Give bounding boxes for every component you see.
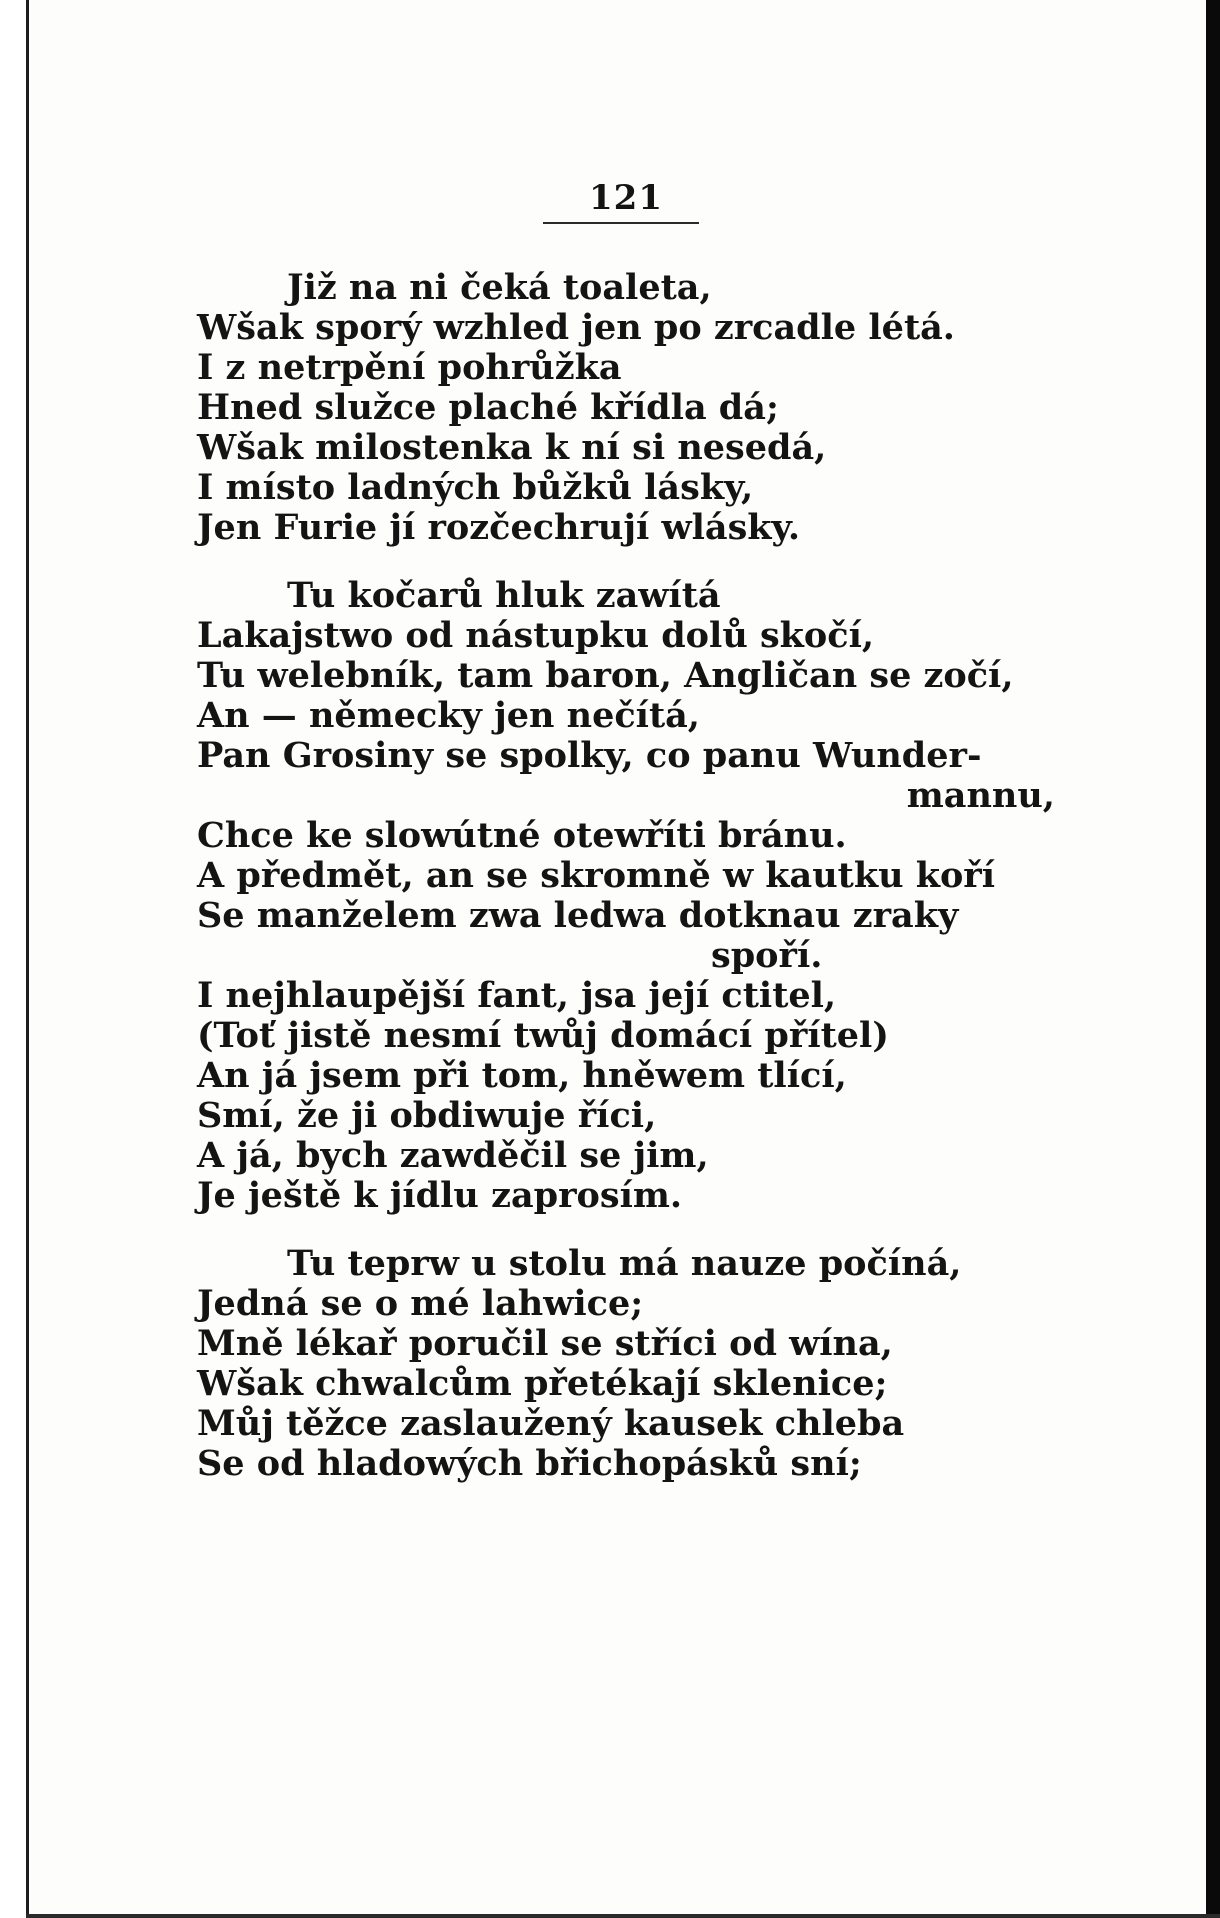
poem-line: I místo ladných bůžků lásky, [197,467,754,508]
poem-line: Můj těžce zaslaužený kausek chleba [197,1403,905,1444]
scan-right-border [1206,0,1220,1918]
poem-line: An — německy jen nečítá, [197,695,700,736]
poem-line: Tu welebník, tam baron, Angličan se zočí, [197,655,1014,696]
poem-line: spoří. [711,935,823,976]
page-number: 121 [589,178,663,218]
poem-line: Wšak chwalcům přetékají sklenice; [197,1363,888,1404]
poem-line: mannu, [906,775,1055,816]
poem-line: I z netrpění pohrůžka [197,347,622,388]
poem-line: Se od hladowých břichopásků sní; [197,1443,862,1484]
poem-line: Pan Grosiny se spolky, co panu Wunder- [197,735,982,776]
poem-line: Již na ni čeká toaleta, [287,267,712,308]
poem-line: Wšak sporý wzhled jen po zrcadle létá. [197,307,955,348]
page-number-rule [543,222,699,224]
poem-line: Tu teprw u stolu má nauze počíná, [287,1243,962,1284]
poem-line: Je ještě k jídlu zaprosím. [197,1175,683,1216]
poem-line: Jen Furie jí rozčechrují wlásky. [197,507,801,548]
poem-line: A já, bych zawděčil se jim, [197,1135,709,1176]
poem-line: Hned služce plaché křídla dá; [197,387,779,428]
stanza [197,1244,1077,1484]
poem-line: An já jsem při tom, hněwem tlící, [197,1055,847,1096]
scan-bottom-border [26,1914,1220,1918]
poem-line: Smí, že ji obdiwuje říci, [197,1095,657,1136]
stanza [197,576,1077,1216]
stanza [197,268,1077,548]
poem-line: A předmět, an se skromně w kautku koří [197,855,996,896]
poem-line: Wšak milostenka k ní si nesedá, [197,427,827,468]
poem-line: Tu kočarů hluk zawítá [287,575,721,616]
poem-line: Jedná se o mé lahwice; [197,1283,644,1324]
book-page [29,0,1206,1914]
poem-line: Se manželem zwa ledwa dotknau zraky [197,895,959,936]
poem-text [197,268,1077,1512]
poem-line: I nejhlaupější fant, jsa její ctitel, [197,975,837,1016]
poem-line: Mně lékař poručil se stříci od wína, [197,1323,893,1364]
poem-line: (Toť jistě nesmí twůj domácí přítel) [197,1015,889,1056]
poem-line: Lakajstwo od nástupku dolů skočí, [197,615,875,656]
poem-line: Chce ke slowútné otewříti bránu. [197,815,847,856]
